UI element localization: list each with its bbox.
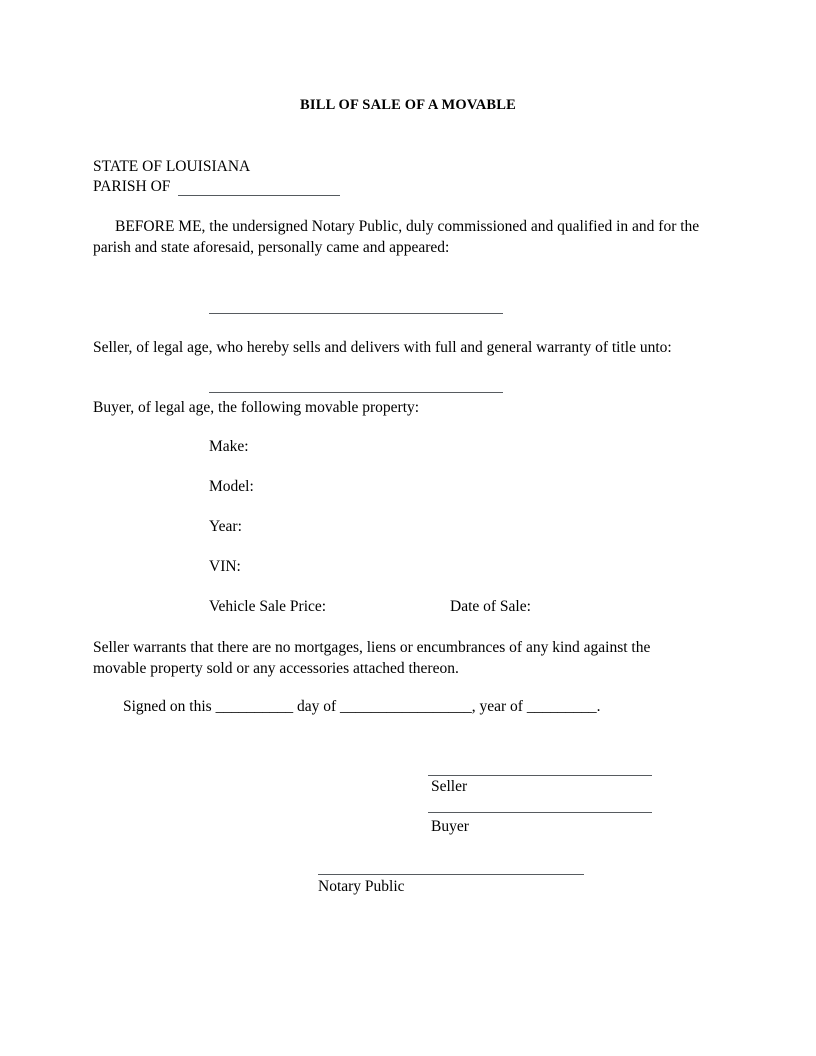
signed-on-line: Signed on this __________ day of _________________, year of _________. bbox=[123, 698, 601, 715]
before-me-paragraph: BEFORE ME, the undersigned Notary Public, duly commissioned and qualified in and for the parish and state aforesaid, personally came and appeared: bbox=[93, 218, 700, 256]
parish-line: PARISH OF bbox=[93, 178, 171, 195]
field-make-label: Make: bbox=[209, 438, 249, 455]
buyer-signature-label: Buyer bbox=[431, 818, 469, 835]
seller-signature-label: Seller bbox=[431, 778, 468, 795]
seller-description-paragraph: Seller, of legal age, who hereby sells and delivers with full and general warranty of title unto: bbox=[93, 339, 672, 356]
state-line: STATE OF LOUISIANA bbox=[93, 158, 251, 175]
notary-signature-label: Notary Public bbox=[318, 878, 405, 895]
field-vin-label: VIN: bbox=[209, 558, 241, 575]
seller-signature-line[interactable] bbox=[428, 775, 652, 776]
field-vehicle-sale-price-label: Vehicle Sale Price: bbox=[209, 598, 327, 615]
page-title: BILL OF SALE OF A MOVABLE bbox=[300, 97, 516, 113]
seller-name-blank-line[interactable] bbox=[209, 313, 503, 314]
warranty-paragraph: Seller warrants that there are no mortgages, liens or encumbrances of any kind against the movable property sold or any accessories attached thereon. bbox=[93, 639, 651, 677]
buyer-description-paragraph: Buyer, of legal age, the following movable property: bbox=[93, 399, 420, 416]
field-date-of-sale-label: Date of Sale: bbox=[450, 598, 531, 615]
field-year-label: Year: bbox=[209, 518, 242, 535]
field-model-label: Model: bbox=[209, 478, 254, 495]
buyer-name-blank-line[interactable] bbox=[209, 392, 503, 393]
notary-signature-line[interactable] bbox=[318, 874, 584, 875]
buyer-signature-line[interactable] bbox=[428, 812, 652, 813]
parish-blank-line[interactable] bbox=[178, 195, 340, 196]
